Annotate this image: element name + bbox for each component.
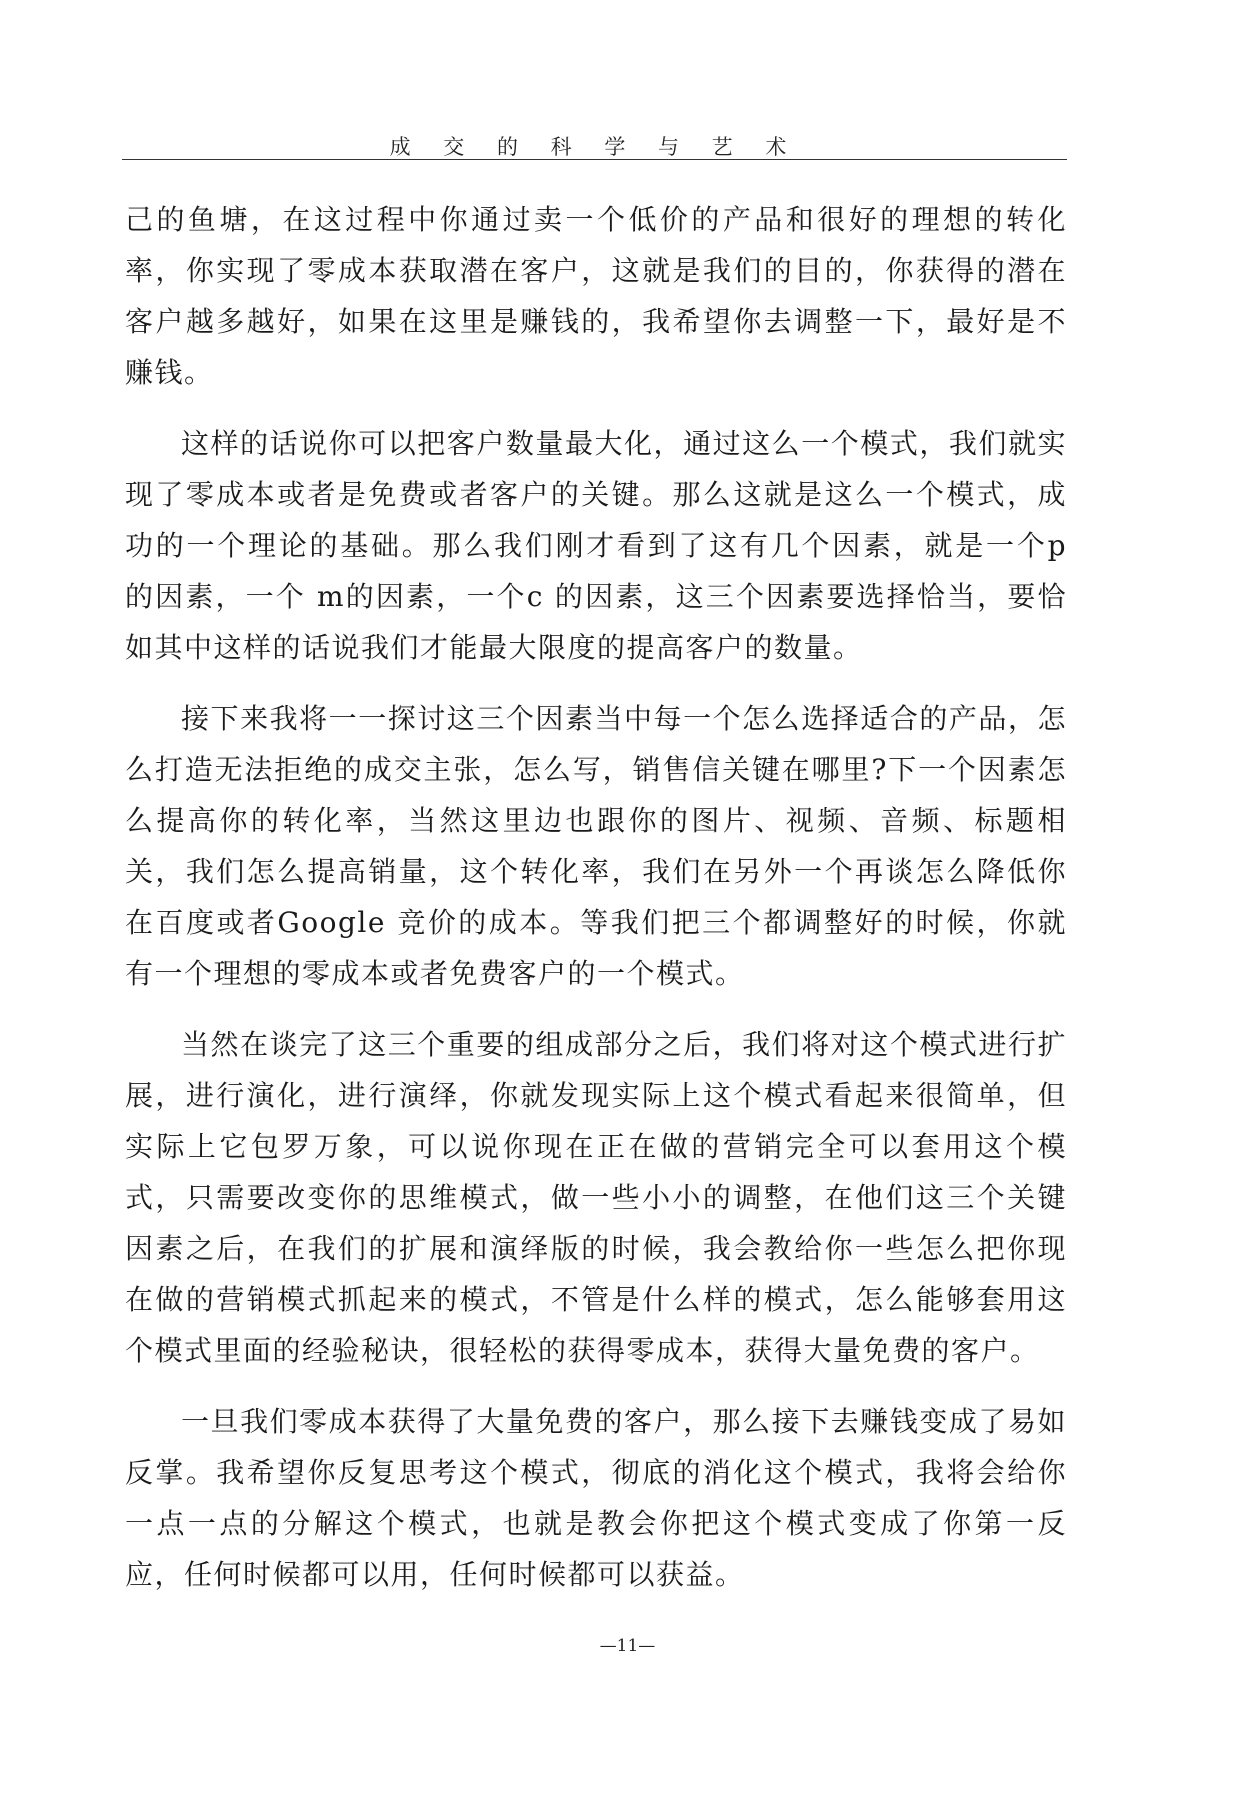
page-number: —11— xyxy=(599,1636,656,1656)
paragraph-continued: 己的鱼塘，在这过程中你通过卖一个低价的产品和很好的理想的转化率，你实现了零成本获取潜在客户，这就是我们的目的，你获得的潜在客户越多越好，如果在这里是赚钱的，我希望你去调整一下，最好是不赚钱。 xyxy=(125,203,1067,389)
paragraph: 接下来我将一一探讨这三个因素当中每一个怎么选择适合的产品，怎么打造无法拒绝的成交主张，怎么写，销售信关键在哪里?下一个因素怎么提高你的转化率，当然这里边也跟你的图片、视频、音频、标题相关，我们怎么提高销量，这个转化率，我们在另外一个再谈怎么降低你在百度或者Google 竞价的成本。等我们把三个都调整好的时候，你就有一个理想的零成本或者免费客户的一个模式。 xyxy=(125,702,1067,990)
running-header: 成 交 的 科 学 与 艺 术 xyxy=(389,135,800,159)
paragraph: 当然在谈完了这三个重要的组成部分之后，我们将对这个模式进行扩展，进行演化，进行演绎，你就发现实际上这个模式看起来很简单，但实际上它包罗万象，可以说你现在正在做的营销完全可以套用这个模式，只需要改变你的思维模式，做一些小小的调整，在他们这三个关键因素之后，在我们的扩展和演绎版的时候，我会教给你一些怎么把你现在做的营销模式抓起来的模式，不管是什么样的模式，怎么能够套用这个模式里面的经验秘诀，很轻松的获得零成本，获得大量免费的客户。 xyxy=(125,1028,1067,1367)
paragraph: 这样的话说你可以把客户数量最大化，通过这么一个模式，我们就实现了零成本或者是免费或者客户的关键。那么这就是这么一个模式，成功的一个理论的基础。那么我们刚才看到了这有几个因素，就是一个p 的因素，一个 m的因素，一个c 的因素，这三个因素要选择恰当，要恰如其中这样的话说我们才能最大限度的提高客户的数量。 xyxy=(125,427,1067,664)
paragraph: 一旦我们零成本获得了大量免费的客户，那么接下去赚钱变成了易如反掌。我希望你反复思考这个模式，彻底的消化这个模式，我将会给你一点一点的分解这个模式，也就是教会你把这个模式变成了你第一反应，任何时候都可以用，任何时候都可以获益。 xyxy=(125,1405,1067,1591)
header-divider xyxy=(122,159,1067,160)
body-text xyxy=(125,194,1067,1620)
